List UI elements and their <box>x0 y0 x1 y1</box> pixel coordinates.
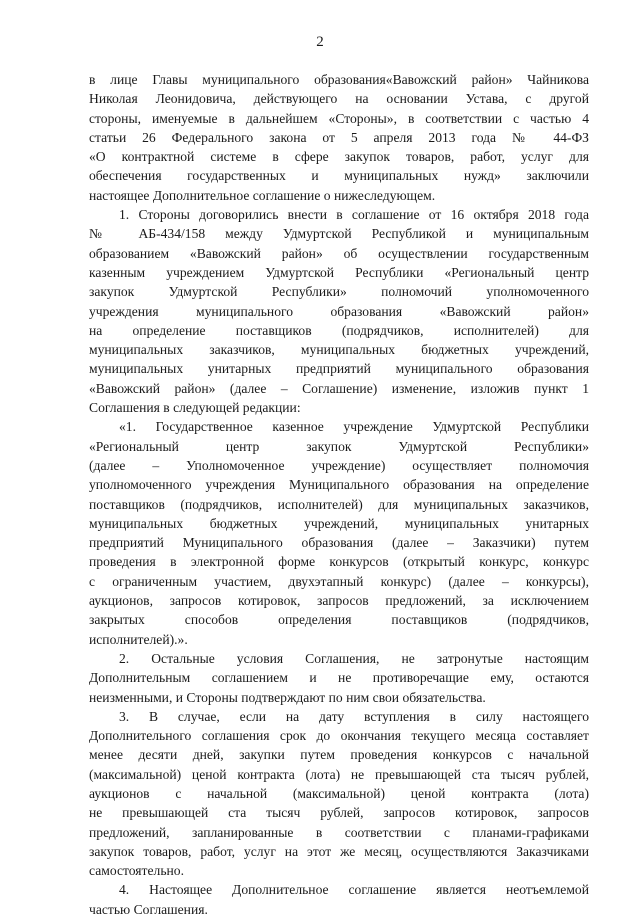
text-line: аукционов, запросов котировок, запросов предложений, за исключением <box>89 593 589 609</box>
paragraph-item-1-quote <box>89 417 589 649</box>
text-line: муниципальных унитарных предприятий муниципального образования <box>89 361 589 377</box>
text-line: поставщиков (подрядчиков, исполнителей) для муниципальных заказчиков, <box>89 496 589 512</box>
paragraph-intro <box>89 70 589 205</box>
text-line: Дополнительного соглашения срок до окончания текущего месяца составляет <box>89 728 589 744</box>
paragraph-item-2 <box>89 649 589 707</box>
text-line: настоящее Дополнительное соглашение о нижеследующем. <box>89 187 436 203</box>
text-line: Соглашения в следующей редакции: <box>89 400 301 416</box>
document-body <box>89 70 589 919</box>
text-line: № АБ-434/158 между Удмуртской Республикой и муниципальным <box>89 226 589 242</box>
text-line: уполномоченного учреждения Муниципального образования на определение <box>89 477 589 493</box>
text-line: закупок Удмуртской Республики» полномочий уполномоченного <box>89 284 589 300</box>
paragraph-item-1 <box>89 205 589 417</box>
text-line: статьи 26 Федерального закона от 5 апреля 2013 года № 44-ФЗ <box>89 129 589 145</box>
text-line: предприятий Муниципального образования (далее – Заказчики) путем <box>89 535 589 551</box>
text-line: закупок товаров, работ, услуг на этот же месяц, осуществляются Заказчиками <box>89 843 589 859</box>
text-line: проведения в электронной форме конкурсов (открытый конкурс, конкурс <box>89 554 589 570</box>
text-line: «Региональный центр закупок Удмуртской Республики» <box>89 438 589 454</box>
text-line: образованием «Вавожский район» об осуществлении государственным <box>89 245 589 261</box>
page-number: 2 <box>316 34 324 50</box>
text-line: муниципальных бюджетных учреждений, муниципальных унитарных <box>89 515 589 531</box>
text-line: 3. В случае, если на дату вступления в силу настоящего <box>119 708 589 724</box>
text-line: Дополнительным соглашением и не противоречащие ему, остаются <box>89 670 589 686</box>
text-line: неизменными, и Стороны подтверждают по ним свои обязательства. <box>89 689 486 705</box>
text-line: менее десяти дней, закупки путем проведения конкурсов с начальной <box>89 747 589 763</box>
text-line: закрытых способов определения поставщиков (подрядчиков, <box>89 612 589 628</box>
text-line: учреждения муниципального образования «Вавожский район» <box>89 303 589 319</box>
text-line: стороны, именуемые в дальнейшем «Стороны», в соответствии с частью 4 <box>89 110 589 126</box>
text-line: муниципальных заказчиков, муниципальных бюджетных учреждений, <box>89 342 589 358</box>
text-line: не превышающей ста тысяч рублей, запросов котировок, запросов <box>89 805 589 821</box>
text-line: на определение поставщиков (подрядчиков, исполнителей) для <box>89 322 589 338</box>
text-line: 4. Настоящее Дополнительное соглашение является неотъемлемой <box>119 882 589 898</box>
paragraph-item-4 <box>89 880 589 919</box>
text-line: «Вавожский район» (далее – Соглашение) изменение, изложив пункт 1 <box>89 380 589 396</box>
text-line: «О контрактной системе в сфере закупок товаров, работ, услуг для <box>89 149 589 165</box>
text-line: «1. Государственное казенное учреждение Удмуртской Республики <box>119 419 589 435</box>
paragraph-item-3 <box>89 707 589 881</box>
text-line: Николая Леонидовича, действующего на основании Устава, с другой <box>89 91 589 107</box>
text-line: аукционов с начальной (максимальной) ценой контракта (лота) <box>89 785 589 801</box>
text-line: (далее – Уполномоченное учреждение) осуществляет полномочия <box>89 457 589 473</box>
text-line: в лице Главы муниципального образования«Вавожский район» Чайникова <box>89 72 589 87</box>
text-line: 2. Остальные условия Соглашения, не затронутые настоящим <box>119 650 589 666</box>
text-line: 1. Стороны договорились внести в соглашение от 16 октября 2018 года <box>119 207 589 223</box>
text-line: исполнителей).». <box>89 631 188 647</box>
text-line: с ограниченным участием, двухэтапный конкурс) (далее – конкурсы), <box>89 573 589 589</box>
text-line: обеспечения государственных и муниципальных нужд» заключили <box>89 168 589 184</box>
text-line: предложений, запланированные в соответствии с планами-графиками <box>89 824 589 840</box>
text-line: частью Соглашения. <box>89 901 208 917</box>
text-line: самостоятельно. <box>89 863 184 879</box>
text-line: казенным учреждением Удмуртской Республики «Региональный центр <box>89 264 589 280</box>
text-line: (максимальной) ценой контракта (лота) не превышающей ста тысяч рублей, <box>89 766 589 782</box>
